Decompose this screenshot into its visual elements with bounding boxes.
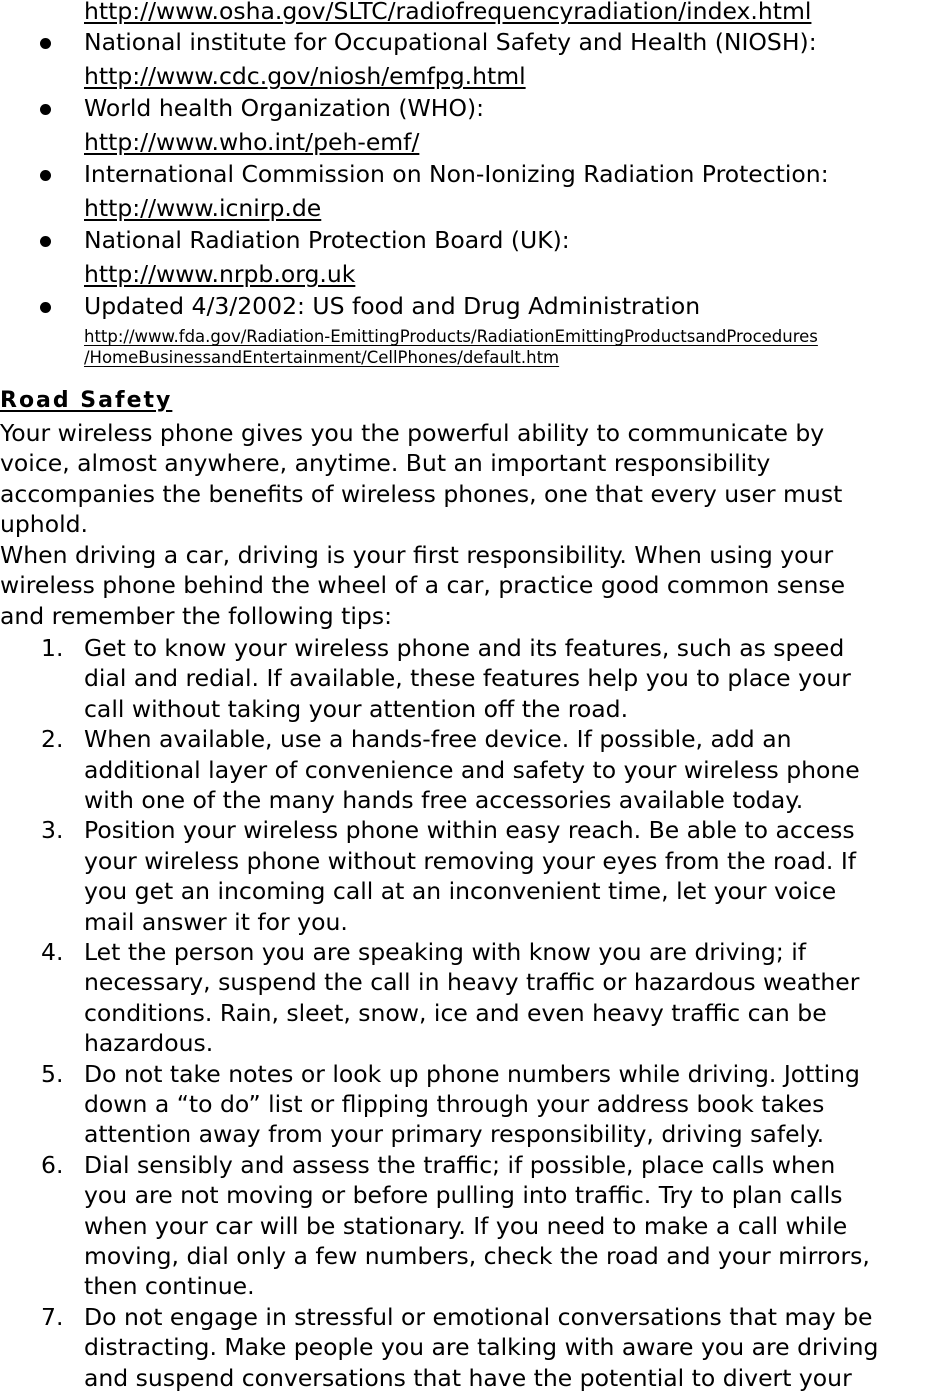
paragraph-line: Your wireless phone gives you the powerful ability to communicate by [0, 419, 825, 447]
tip-number: 7. [41, 1302, 64, 1331]
tip-line: Do not take notes or look up phone numbers while driving. Jotting [84, 1059, 860, 1088]
tip-line: Let the person you are speaking with know you are driving; if [84, 938, 807, 966]
nrpb-link[interactable]: http://www.nrpb.org.uk [84, 260, 356, 288]
tip-number: 3. [41, 816, 64, 845]
tip-line: distracting. Make people you are talking with aware you are driving [84, 1333, 879, 1362]
tip-line: you are not moving or before pulling into traffic. Try to plan calls [84, 1181, 843, 1210]
tip-line: necessary, suspend the call in heavy traffic or hazardous weather [84, 968, 860, 997]
tip-line: Do not engage in stressful or emotional conversations that may be [84, 1302, 873, 1331]
resource-label-icnirp: International Commission on Non-Ionizing Radiation Protection: [84, 160, 829, 188]
tip-line: and suspend conversations that have the potential to divert your [84, 1363, 852, 1392]
tip-line: moving, dial only a few numbers, check the road and your mirrors, [84, 1242, 870, 1270]
bullet-icon [40, 170, 51, 181]
tip-line: Dial sensibly and assess the traffic; if possible, place calls when [84, 1150, 836, 1179]
tip-number: 6. [41, 1150, 64, 1179]
tip-line: when your car will be stationary. If you need to make a call while [84, 1211, 848, 1240]
bullet-icon [40, 38, 51, 49]
tip-line: Get to know your wireless phone and its features, such as speed [84, 634, 845, 662]
fda-link-cont[interactable]: /HomeBusinessandEntertainment/CellPhones/default.htm [84, 348, 560, 367]
resource-label-fda: Updated 4/3/2002: US food and Drug Administration [84, 292, 701, 320]
tip-line: you get an incoming call at an inconvenient time, let your voice [84, 877, 837, 906]
paragraph-line: uphold. [0, 510, 88, 539]
paragraph-line: When driving a car, driving is your first responsibility. When using your [0, 541, 834, 569]
tip-line: hazardous. [84, 1029, 214, 1058]
tip-line: conditions. Rain, sleet, snow, ice and even heavy traffic can be [84, 998, 827, 1027]
tip-number: 1. [41, 634, 64, 662]
osha-link[interactable]: http://www.osha.gov/SLTC/radiofrequencyradiation/index.html [84, 0, 812, 25]
bullet-icon [40, 104, 51, 115]
tip-line: call without taking your attention off the road. [84, 694, 629, 723]
section-heading: Road Safety [0, 388, 173, 413]
tip-line: down a “to do” list or flipping through your address book takes [84, 1090, 825, 1118]
niosh-link[interactable]: http://www.cdc.gov/niosh/emfpg.html [84, 62, 526, 90]
who-link[interactable]: http://www.who.int/peh-emf/ [84, 128, 420, 156]
tip-number: 5. [41, 1059, 64, 1088]
icnirp-link[interactable]: http://www.icnirp.de [84, 194, 322, 222]
tip-line: dial and redial. If available, these features help you to place your [84, 664, 851, 693]
fda-link[interactable]: http://www.fda.gov/Radiation-EmittingProducts/RadiationEmittingProductsandProcedures [84, 327, 818, 346]
tip-line: Position your wireless phone within easy reach. Be able to access [84, 816, 855, 845]
paragraph-line: voice, almost anywhere, anytime. But an important responsibility [0, 449, 771, 478]
resource-label-who: World health Organization (WHO): [84, 94, 485, 122]
tip-line: attention away from your primary responsibility, driving safely. [84, 1120, 825, 1149]
tip-line: When available, use a hands-free device. If possible, add an [84, 725, 792, 754]
resource-label-niosh: National institute for Occupational Safety and Health (NIOSH): [84, 28, 817, 56]
bullet-icon [40, 302, 51, 313]
paragraph-line: accompanies the benefits of wireless phones, one that every user must [0, 479, 843, 508]
tip-line: additional layer of convenience and safety to your wireless phone [84, 755, 860, 784]
paragraph-line: and remember the following tips: [0, 601, 393, 630]
tip-line: with one of the many hands free accessories available today. [84, 786, 804, 814]
tip-number: 4. [41, 938, 64, 966]
tip-number: 2. [41, 725, 64, 754]
tip-line: mail answer it for you. [84, 907, 348, 936]
bullet-icon [40, 236, 51, 247]
tip-line: your wireless phone without removing your eyes from the road. If [84, 846, 857, 875]
tip-line: then continue. [84, 1272, 255, 1301]
resource-label-nrpb: National Radiation Protection Board (UK): [84, 226, 570, 254]
paragraph-line: wireless phone behind the wheel of a car, practice good common sense [0, 571, 846, 600]
